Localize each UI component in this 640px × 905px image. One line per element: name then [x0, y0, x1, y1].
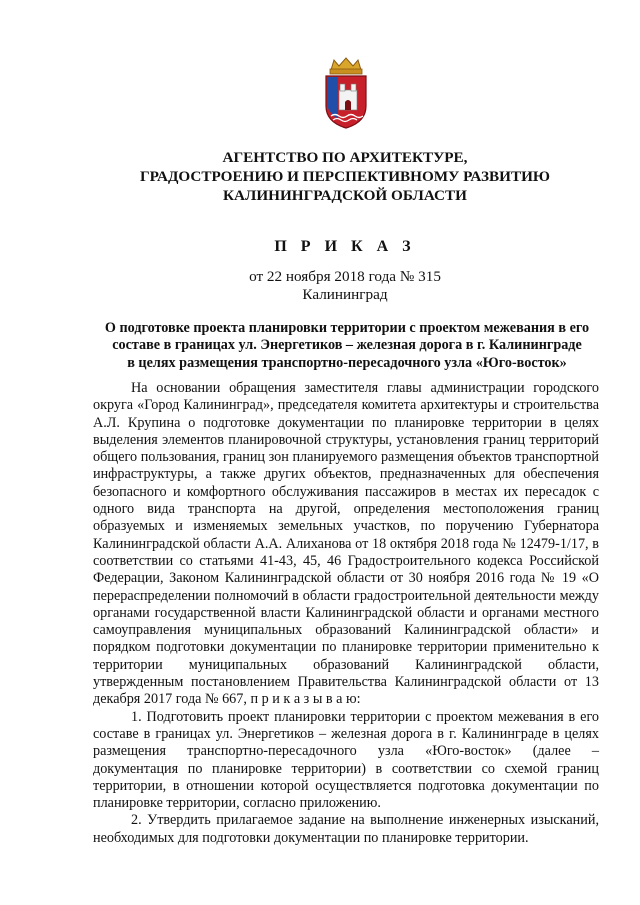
organization-name	[80, 148, 610, 205]
item-2-paragraph: 2. Утвердить прилагаемое задание на выполнение инженерных изысканий, необходимых для подготовки документации по планировке территории.	[93, 812, 599, 846]
subject-line-2: составе в границах ул. Энергетиков – железная дорога в г. Калининграде	[112, 337, 582, 354]
order-word: п р и к а з ы в а ю:	[250, 691, 361, 708]
order-city: Калининград	[302, 286, 388, 303]
order-subject	[92, 320, 602, 372]
preamble-paragraph	[93, 380, 599, 709]
org-line-3: КАЛИНИНГРАДСКОЙ ОБЛАСТИ	[223, 187, 467, 204]
subject-line-3: в целях размещения транспортно-пересадочного узла «Юго-восток»	[127, 354, 567, 371]
kaliningrad-coat-of-arms-icon	[321, 56, 371, 130]
order-body	[93, 380, 599, 847]
subject-line-1: О подготовке проекта планировки территории с проектом межевания в его	[104, 320, 590, 336]
preamble-text: На основании обращения заместителя главы администрации городского округа «Город Калининград», председателя комитета архитектуры и строительства А.Л. Крупина о подготовке документации по планировке территории в целях выделения элементов планировочной структуры, установления границ территорий общего пользования, границ зон планируемого размещения объектов транспортной инфраструктуры, а также других объектов, предназначенных для обеспечения безопасного и комфортного обслуживания пассажиров в местах их пересадок с одного вида транспорта на другой, определения местоположения границ образуемых и изменяемых земельных участков, по поручению Губернатора Калининградской области А.А. Алиханова от 18 октября 2018 года № 12479-1/17, в соответствии со статьями 41-43, 45, 46 Градостроительного кодекса Российской Федерации, Законом Калининградской области от 30 ноября 2016 года № 19 «О перераспределении полномочий в области градостроительной деятельности между органами государственной власти Калининградской области и органами местного самоуправления муниципальных образований Калининградской области» и порядком подготовки документации по планировке территории применительно к территории муниципальных образований Калининградской области, утвержденным постановлением Правительства Калининградской области от 13 декабря 2017 года № 667,	[93, 380, 599, 708]
org-line-2: ГРАДОСТРОЕНИЮ И ПЕРСПЕКТИВНОМУ РАЗВИТИЮ	[139, 168, 550, 185]
item-1-paragraph: 1. Подготовить проект планировки территории с проектом межевания в его составе в границах ул. Энергетиков – железная дорога в г. Калининграде в целях размещения транспортно-пересадочного узла «Юго-восток» (далее – документация по планировке территории) в соответствии со схемой границ территории, в отношении которой осуществляется подготовка документации по планировке территории, согласно приложению.	[93, 708, 599, 812]
order-date-number: от 22 ноября 2018 года № 315	[249, 268, 441, 285]
org-line-1: АГЕНТСТВО ПО АРХИТЕКТУРЕ,	[222, 149, 468, 166]
order-title: П Р И К А З	[274, 238, 416, 255]
